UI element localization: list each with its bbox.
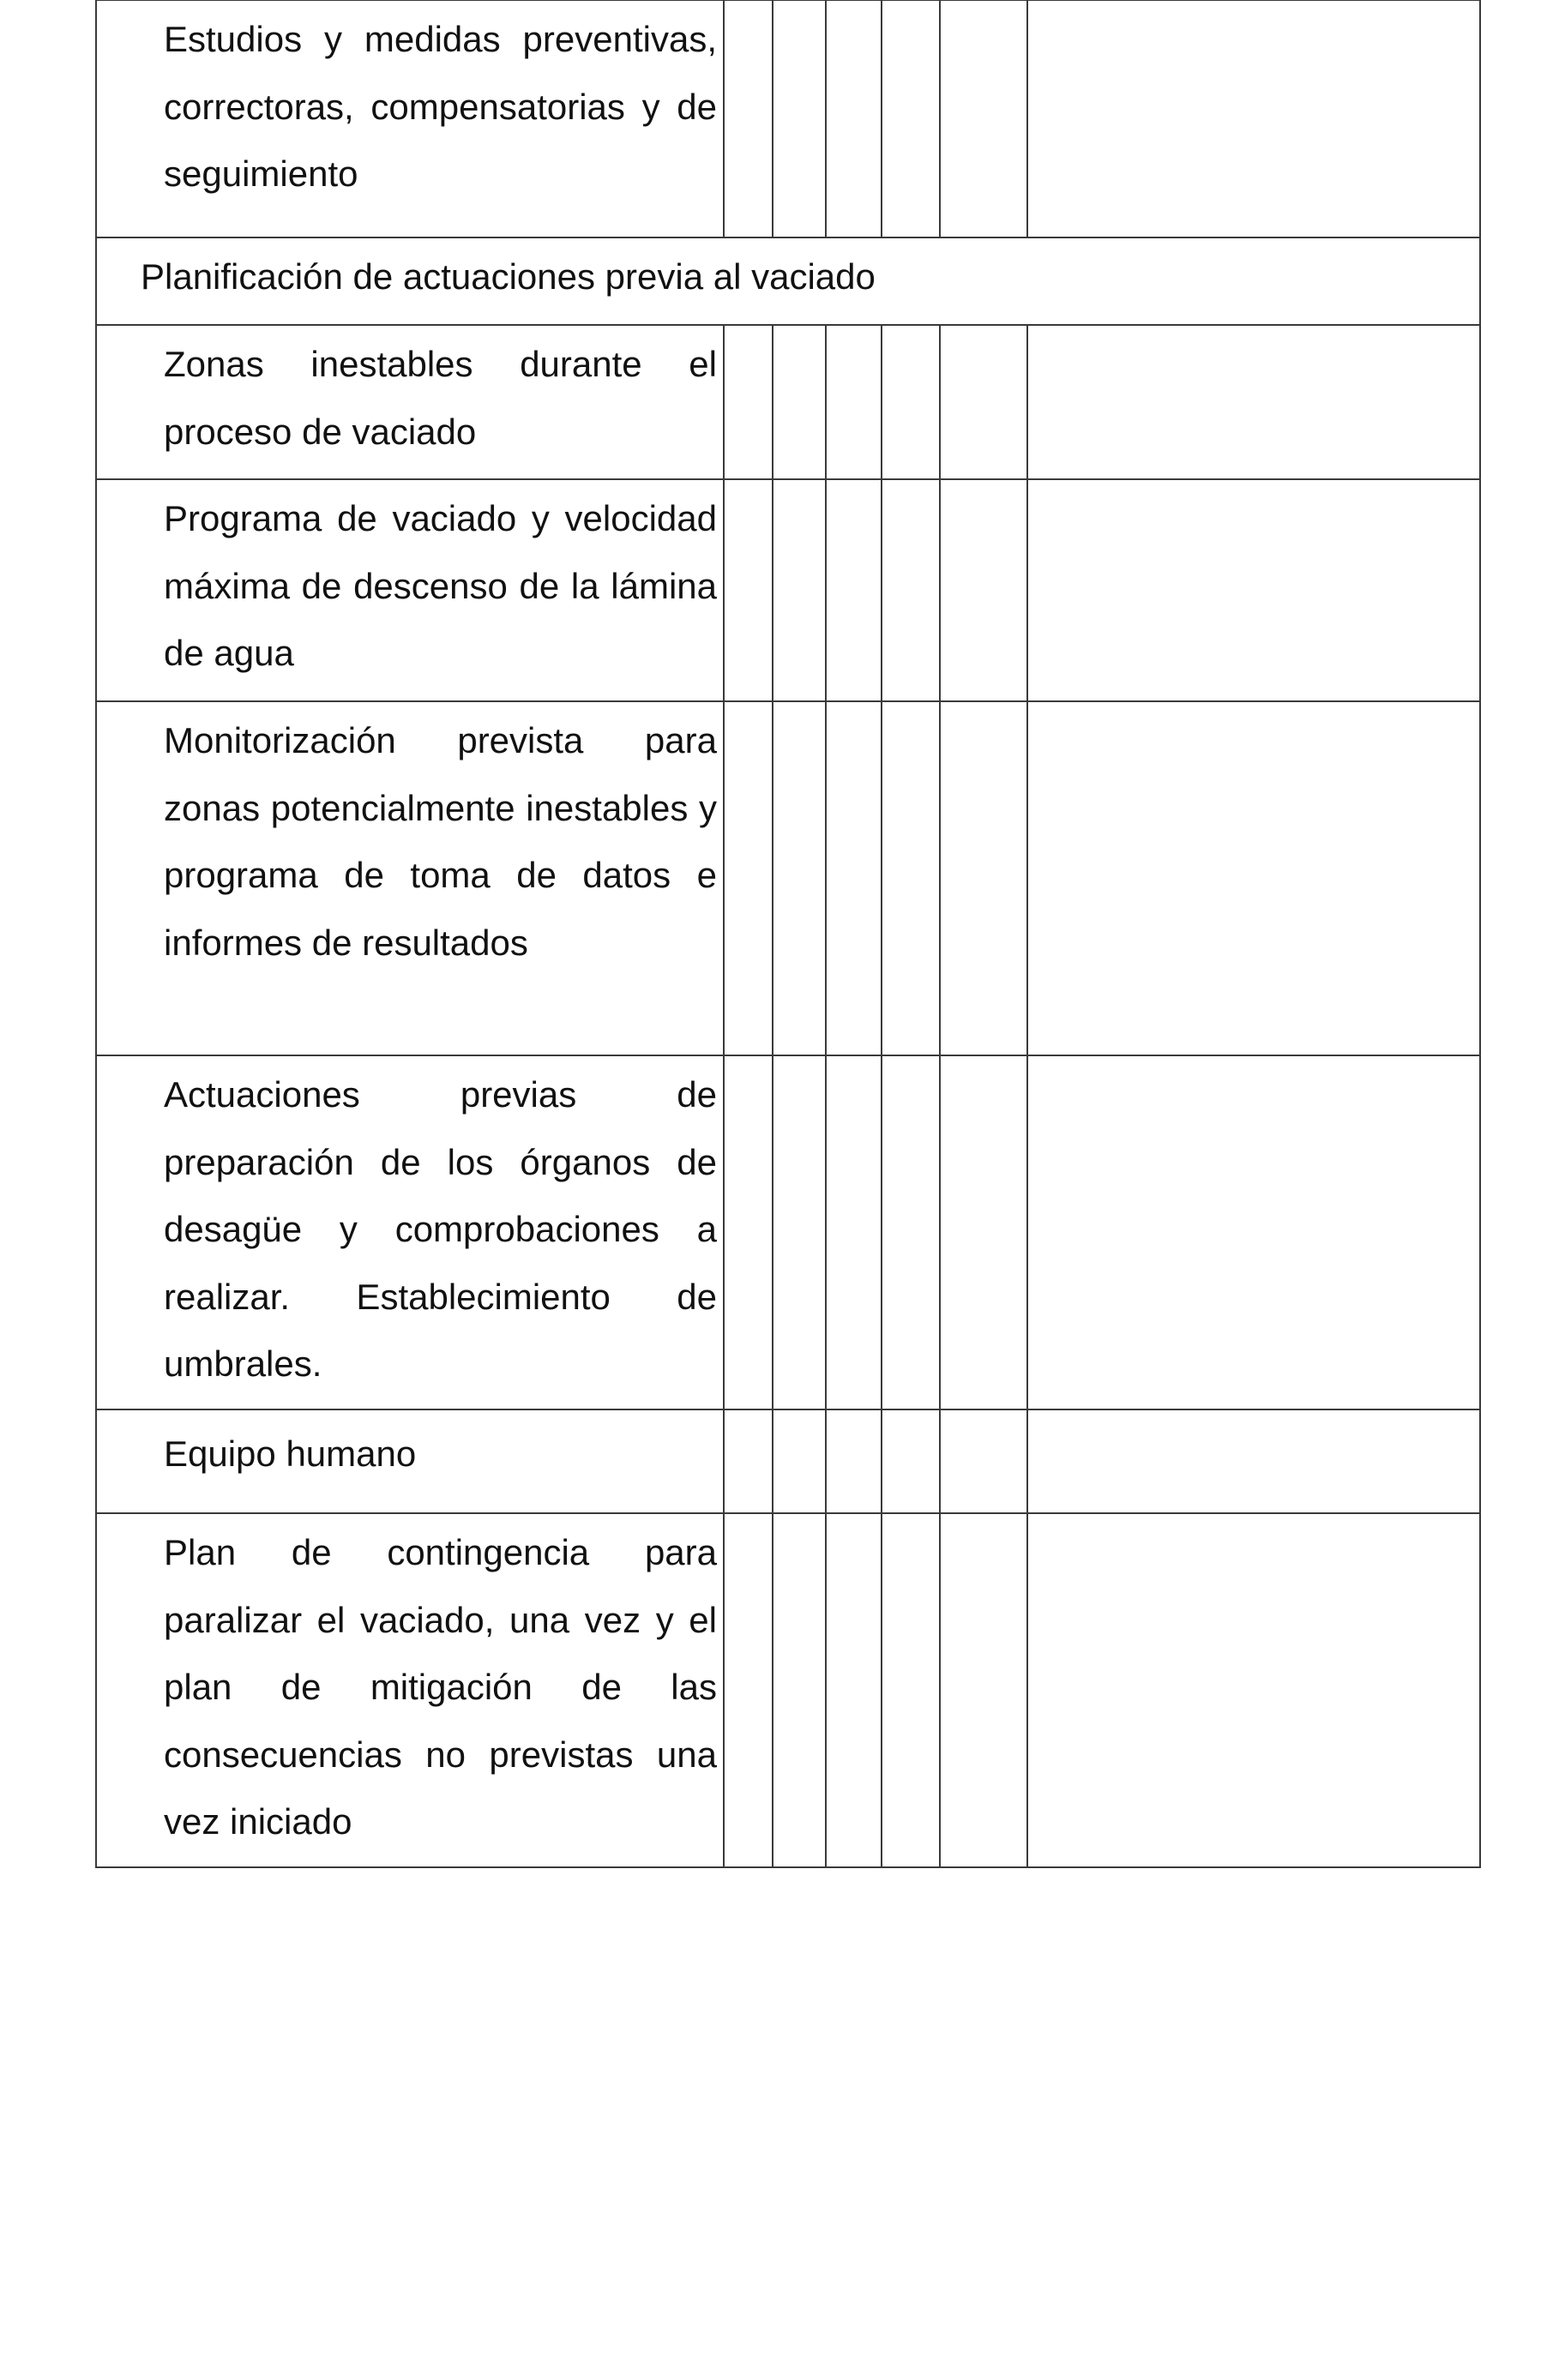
item-description: Actuaciones previas de preparación de los órganos de desagüe y comprobaciones a realizar. Establecimiento de umbrales. xyxy=(164,1074,717,1384)
check-cell[interactable] xyxy=(773,1513,826,1867)
check-cell[interactable] xyxy=(773,0,826,237)
check-cell[interactable] xyxy=(940,479,1027,701)
item-description: Plan de contingencia para paralizar el vaciado, una vez y el plan de mitigación de las consecuencias no previstas una vez iniciado xyxy=(164,1532,717,1842)
observations-cell[interactable] xyxy=(1027,0,1480,237)
item-description-cell xyxy=(96,701,724,1055)
check-cell[interactable] xyxy=(882,0,940,237)
table-row xyxy=(96,1409,1480,1513)
table-row xyxy=(96,1055,1480,1409)
check-cell[interactable] xyxy=(940,1055,1027,1409)
check-cell[interactable] xyxy=(882,1409,940,1513)
observations-cell[interactable] xyxy=(1027,325,1480,479)
check-cell[interactable] xyxy=(773,701,826,1055)
check-cell[interactable] xyxy=(826,1409,882,1513)
check-cell[interactable] xyxy=(724,701,773,1055)
check-cell[interactable] xyxy=(940,1513,1027,1867)
check-cell[interactable] xyxy=(773,325,826,479)
item-description: Programa de vaciado y velocidad máxima de descenso de la lámina de agua xyxy=(164,498,717,673)
check-cell[interactable] xyxy=(826,479,882,701)
check-cell[interactable] xyxy=(773,1055,826,1409)
section-heading-cell xyxy=(96,237,1480,325)
check-cell[interactable] xyxy=(724,1513,773,1867)
check-cell[interactable] xyxy=(826,1055,882,1409)
item-description: Estudios y medidas preventivas, correctoras, compensatorias y de seguimiento xyxy=(164,19,717,194)
check-cell[interactable] xyxy=(940,701,1027,1055)
check-cell[interactable] xyxy=(724,479,773,701)
check-cell[interactable] xyxy=(724,0,773,237)
table-row xyxy=(96,701,1480,1055)
check-cell[interactable] xyxy=(826,325,882,479)
check-cell[interactable] xyxy=(882,479,940,701)
item-description-cell xyxy=(96,0,724,237)
check-cell[interactable] xyxy=(773,1409,826,1513)
check-cell[interactable] xyxy=(724,325,773,479)
check-cell[interactable] xyxy=(724,1055,773,1409)
observations-cell[interactable] xyxy=(1027,1513,1480,1867)
item-description-cell xyxy=(96,1409,724,1513)
item-description-cell xyxy=(96,479,724,701)
table-row xyxy=(96,1513,1480,1867)
item-description-cell xyxy=(96,1513,724,1867)
check-cell[interactable] xyxy=(826,0,882,237)
observations-cell[interactable] xyxy=(1027,701,1480,1055)
table-row xyxy=(96,325,1480,479)
observations-cell[interactable] xyxy=(1027,479,1480,701)
item-description: Zonas inestables durante el proceso de vaciado xyxy=(164,344,717,452)
check-cell[interactable] xyxy=(724,1409,773,1513)
table-row xyxy=(96,479,1480,701)
check-cell[interactable] xyxy=(940,1409,1027,1513)
check-cell[interactable] xyxy=(882,1055,940,1409)
checklist-table xyxy=(95,0,1481,1868)
item-description-cell xyxy=(96,325,724,479)
check-cell[interactable] xyxy=(882,701,940,1055)
table-row xyxy=(96,0,1480,237)
check-cell[interactable] xyxy=(826,1513,882,1867)
observations-cell[interactable] xyxy=(1027,1409,1480,1513)
check-cell[interactable] xyxy=(773,479,826,701)
section-heading: Planificación de actuaciones previa al vaciado xyxy=(141,256,876,297)
item-description: Equipo humano xyxy=(164,1433,417,1474)
item-description: Monitorización prevista para zonas potencialmente inestables y programa de toma de datos e informes de resultados xyxy=(164,720,717,963)
check-cell[interactable] xyxy=(940,325,1027,479)
check-cell[interactable] xyxy=(882,1513,940,1867)
check-cell[interactable] xyxy=(940,0,1027,237)
item-description-cell xyxy=(96,1055,724,1409)
check-cell[interactable] xyxy=(882,325,940,479)
check-cell[interactable] xyxy=(826,701,882,1055)
observations-cell[interactable] xyxy=(1027,1055,1480,1409)
section-row xyxy=(96,237,1480,325)
